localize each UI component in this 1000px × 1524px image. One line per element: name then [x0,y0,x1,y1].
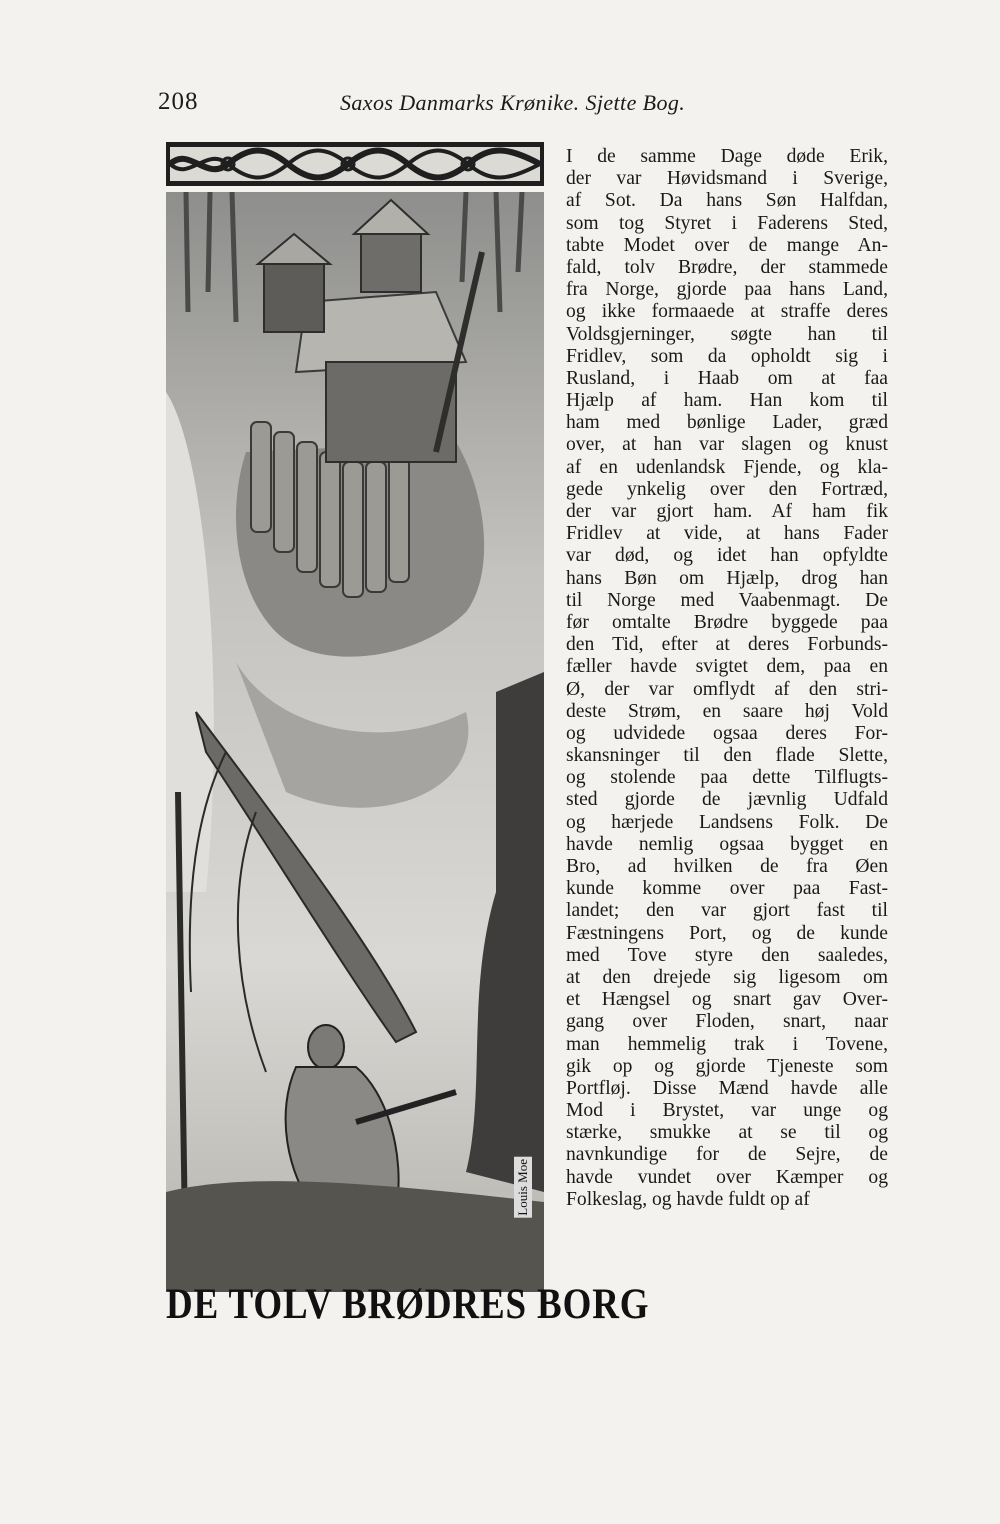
text-line: deste Strøm, en saare høj Vold [566,700,888,722]
text-line: der var Høvidsmand i Sverige, [566,168,888,190]
illustration-caption: DE TOLV BRØDRES BORG [166,1281,650,1328]
text-line: over, at han var slagen og knust [566,434,888,456]
artist-signature: Louis Moe [515,1159,530,1216]
text-line: fald, tolv Brødre, der stammede [566,256,888,278]
text-line: og ikke formaaede at straffe deres [566,301,888,323]
text-line: som tog Styret i Faderens Sted, [566,212,888,234]
text-line: Hjælp af ham. Han kom til [566,390,888,412]
text-line: med Tove styre den saaledes, [566,944,888,966]
text-line: sted gjorde de jævnlig Udfald [566,789,888,811]
illustration [166,142,650,1330]
text-line: af Sot. Da hans Søn Halfdan, [566,190,888,212]
text-line: havde vundet over Kæmper og [566,1166,888,1188]
text-line: og hærjede Landsens Folk. De [566,811,888,833]
text-line: kunde komme over paa Fast- [566,878,888,900]
text-line: den Tid, efter at deres Forbunds- [566,634,888,656]
text-line: Portfløj. Disse Mænd havde alle [566,1077,888,1099]
text-line: Mod i Brystet, var unge og [566,1100,888,1122]
text-line: et Hængsel og snart gav Over- [566,989,888,1011]
text-line: Bro, ad hvilken de fra Øen [566,856,888,877]
text-line: Fridlev at vide, at hans Fader [566,523,888,545]
text-line: og stolende paa dette Tilflugts- [566,767,888,789]
text-line: havde nemlig ogsaa bygget en [566,833,888,855]
knotwork-ornament-band [166,142,544,186]
text-line: tabte Modet over de mange An- [566,234,888,256]
text-line: ham med bønlige Lader, græd [566,412,888,434]
text-line: gede ynkelig over den Fortræd, [566,478,888,500]
text-line: hans Bøn om Hjælp, drog han [566,567,888,589]
text-line: landet; den var gjort fast til [566,900,888,922]
text-line: af en udenlandsk Fjende, og kla- [566,456,888,478]
fortress-illustration [166,192,544,1292]
page-number: 208 [158,88,199,115]
text-line: navnkundige for de Sejre, de [566,1144,888,1166]
text-line: skansninger til den flade Slette, [566,745,888,767]
text-line: fra Norge, gjorde paa hans Land, [566,279,888,301]
text-line: før omtalte Brødre byggede paa [566,611,888,633]
body-text [566,146,888,1211]
text-line: at den drejede sig ligesom om [566,966,888,988]
text-line: og udvidede ogsaa deres For- [566,722,888,744]
text-line: Ø, der var omflydt af den stri- [566,678,888,700]
text-line: gik op og gjorde Tjeneste som [566,1055,888,1077]
running-title: Saxos Danmarks Krønike. Sjette Bog. [340,90,686,115]
text-line: Fridlev, som da opholdt sig i [566,345,888,367]
text-line: gang over Floden, snart, naar [566,1011,888,1033]
text-line: der var gjort ham. Af ham fik [566,501,888,522]
text-line: Fæstningens Port, og de kunde [566,922,888,944]
text-line: Folkeslag, og havde fuldt op af [566,1188,810,1210]
text-line: man hemmelig trak i Tovene, [566,1033,888,1055]
text-line: stærke, smukke at se til og [566,1122,888,1144]
text-line: var død, og idet han opfyldte [566,545,888,567]
text-line: til Norge med Vaabenmagt. De [566,589,888,611]
text-line: I de samme Dage døde Erik, [566,146,888,167]
running-head [158,88,888,122]
text-line: Voldsgjerninger, søgte han til [566,323,888,345]
text-line: Rusland, i Haab om at faa [566,367,888,389]
text-line: fæller havde svigtet dem, paa en [566,656,888,678]
